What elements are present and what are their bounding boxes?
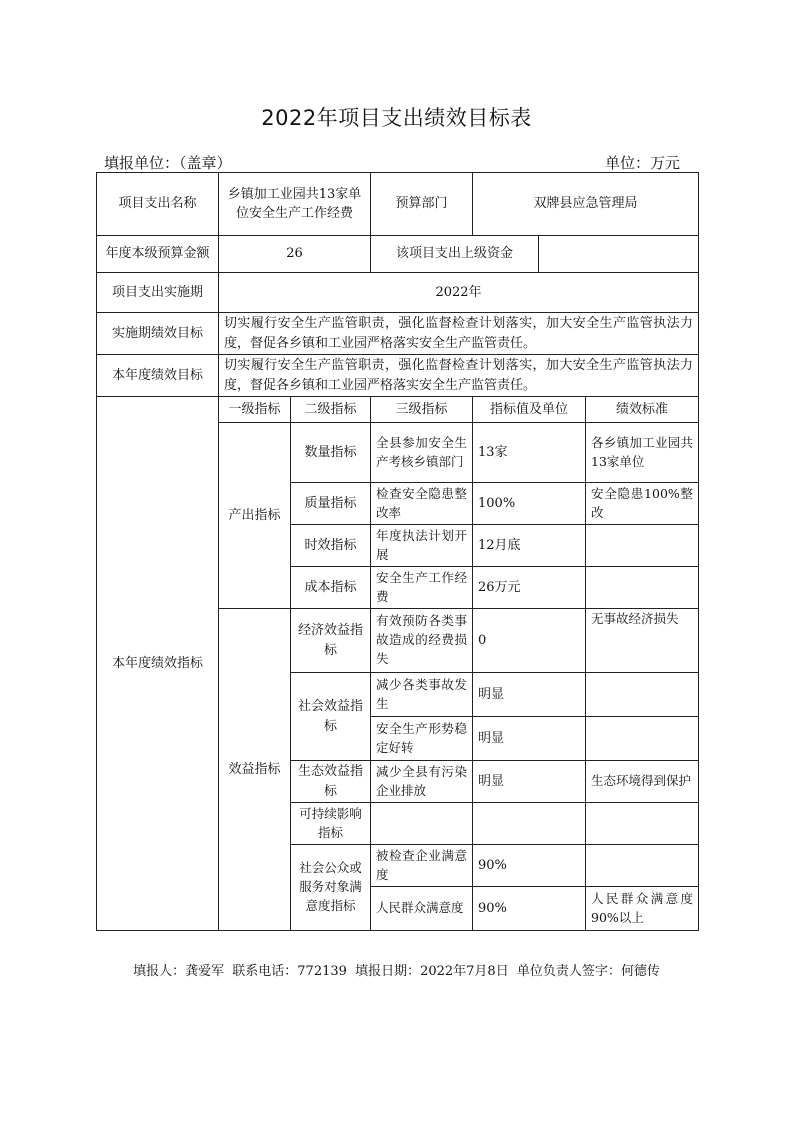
output-indicator-label: 产出指标 (219, 423, 291, 609)
indicator-level3: 人民群众满意度 (371, 887, 473, 931)
indicator-value: 明显 (473, 717, 586, 761)
indicator-level3: 检查安全隐患整改率 (371, 483, 473, 525)
indicator-level2: 时效指标 (291, 525, 371, 567)
col-header-level2: 二级指标 (291, 397, 371, 423)
benefit-indicator-label: 效益指标 (219, 609, 291, 931)
project-name: 乡镇加工业园共13家单位安全生产工作经费 (219, 173, 371, 236)
indicator-standard (586, 803, 699, 845)
col-header-level1: 一级指标 (219, 397, 291, 423)
indicator-level3: 年度执法计划开展 (371, 525, 473, 567)
budget-amount: 26 (219, 236, 371, 273)
indicator-level3: 安全生产工作经费 (371, 567, 473, 609)
indicator-level3: 全县参加安全生产考核乡镇部门 (371, 423, 473, 483)
dept-label: 预算部门 (371, 173, 473, 236)
indicator-level2: 社会公众或服务对象满意度指标 (291, 845, 371, 931)
dept-name: 双牌县应急管理局 (473, 173, 699, 236)
indicator-level3: 被检查企业满意度 (371, 845, 473, 887)
indicator-standard (586, 567, 699, 609)
indicator-level3 (371, 803, 473, 845)
unit-label: 单位：万元 (604, 154, 680, 172)
fill-unit-label: 填报单位：（盖章） (104, 154, 232, 172)
indicator-standard: 各乡镇加工业园共13家单位 (586, 423, 699, 483)
page-title: 2022年项目支出绩效目标表 (261, 106, 532, 130)
indicator-level3: 有效预防各类事故造成的经费损失 (371, 609, 473, 673)
budget-label: 年度本级预算金额 (97, 236, 219, 273)
indicator-standard: 安全隐患100%整改 (586, 483, 699, 525)
unit-signer: 单位负责人签字：何德传 (516, 964, 660, 979)
indicator-value: 0 (473, 609, 586, 673)
period-label: 项目支出实施期 (97, 273, 219, 313)
indicator-value: 12月底 (473, 525, 586, 567)
indicator-section-label: 本年度绩效指标 (97, 397, 219, 931)
indicator-level3: 减少各类事故发生 (371, 673, 473, 717)
indicator-value: 100% (473, 483, 586, 525)
period-value: 2022年 (219, 273, 699, 313)
impl-goal-label: 实施期绩效目标 (97, 313, 219, 355)
indicator-standard: 人民群众满意度90%以上 (586, 887, 699, 931)
indicator-level2: 社会效益指标 (291, 673, 371, 761)
indicator-level2: 经济效益指标 (291, 609, 371, 673)
indicator-standard: 无事故经济损失 (586, 609, 699, 673)
indicator-value: 明显 (473, 673, 586, 717)
contact-phone: 联系电话：772139 (232, 964, 347, 979)
indicator-level2: 可持续影响指标 (291, 803, 371, 845)
indicator-standard (586, 717, 699, 761)
indicator-value: 13家 (473, 423, 586, 483)
indicator-value: 明显 (473, 761, 586, 803)
year-goal-label: 本年度绩效目标 (97, 355, 219, 397)
indicator-value: 90% (473, 845, 586, 887)
filler-name: 填报人：龚爱军 (133, 964, 225, 979)
year-goal-text: 切实履行安全生产监管职责，强化监督检查计划落实，加大安全生产监管执法力度，督促各乡镇和工业园严格落实安全生产监管责任。 (219, 355, 699, 397)
indicator-level2: 数量指标 (291, 423, 371, 483)
indicator-standard: 生态环境得到保护 (586, 761, 699, 803)
indicator-value: 90% (473, 887, 586, 931)
indicator-level2: 成本指标 (291, 567, 371, 609)
performance-table (96, 172, 699, 931)
superior-fund-value (539, 236, 699, 273)
col-header-level3: 三级指标 (371, 397, 473, 423)
impl-goal-text: 切实履行安全生产监管职责，强化监督检查计划落实，加大安全生产监管执法力度，督促各乡镇和工业园严格落实安全生产监管责任。 (219, 313, 699, 355)
indicator-standard (586, 525, 699, 567)
indicator-standard (586, 673, 699, 717)
superior-fund-label: 该项目支出上级资金 (371, 236, 539, 273)
indicator-level3: 减少全县有污染企业排放 (371, 761, 473, 803)
indicator-value (473, 803, 586, 845)
indicator-value: 26万元 (473, 567, 586, 609)
col-header-value: 指标值及单位 (473, 397, 586, 423)
indicator-level3: 安全生产形势稳定好转 (371, 717, 473, 761)
indicator-level2: 生态效益指标 (291, 761, 371, 803)
indicator-standard (586, 845, 699, 887)
col-header-standard: 绩效标准 (586, 397, 699, 423)
indicator-level2: 质量指标 (291, 483, 371, 525)
footer (0, 960, 793, 979)
fill-date: 填报日期：2022年7月8日 (355, 964, 509, 979)
project-name-label: 项目支出名称 (97, 173, 219, 236)
